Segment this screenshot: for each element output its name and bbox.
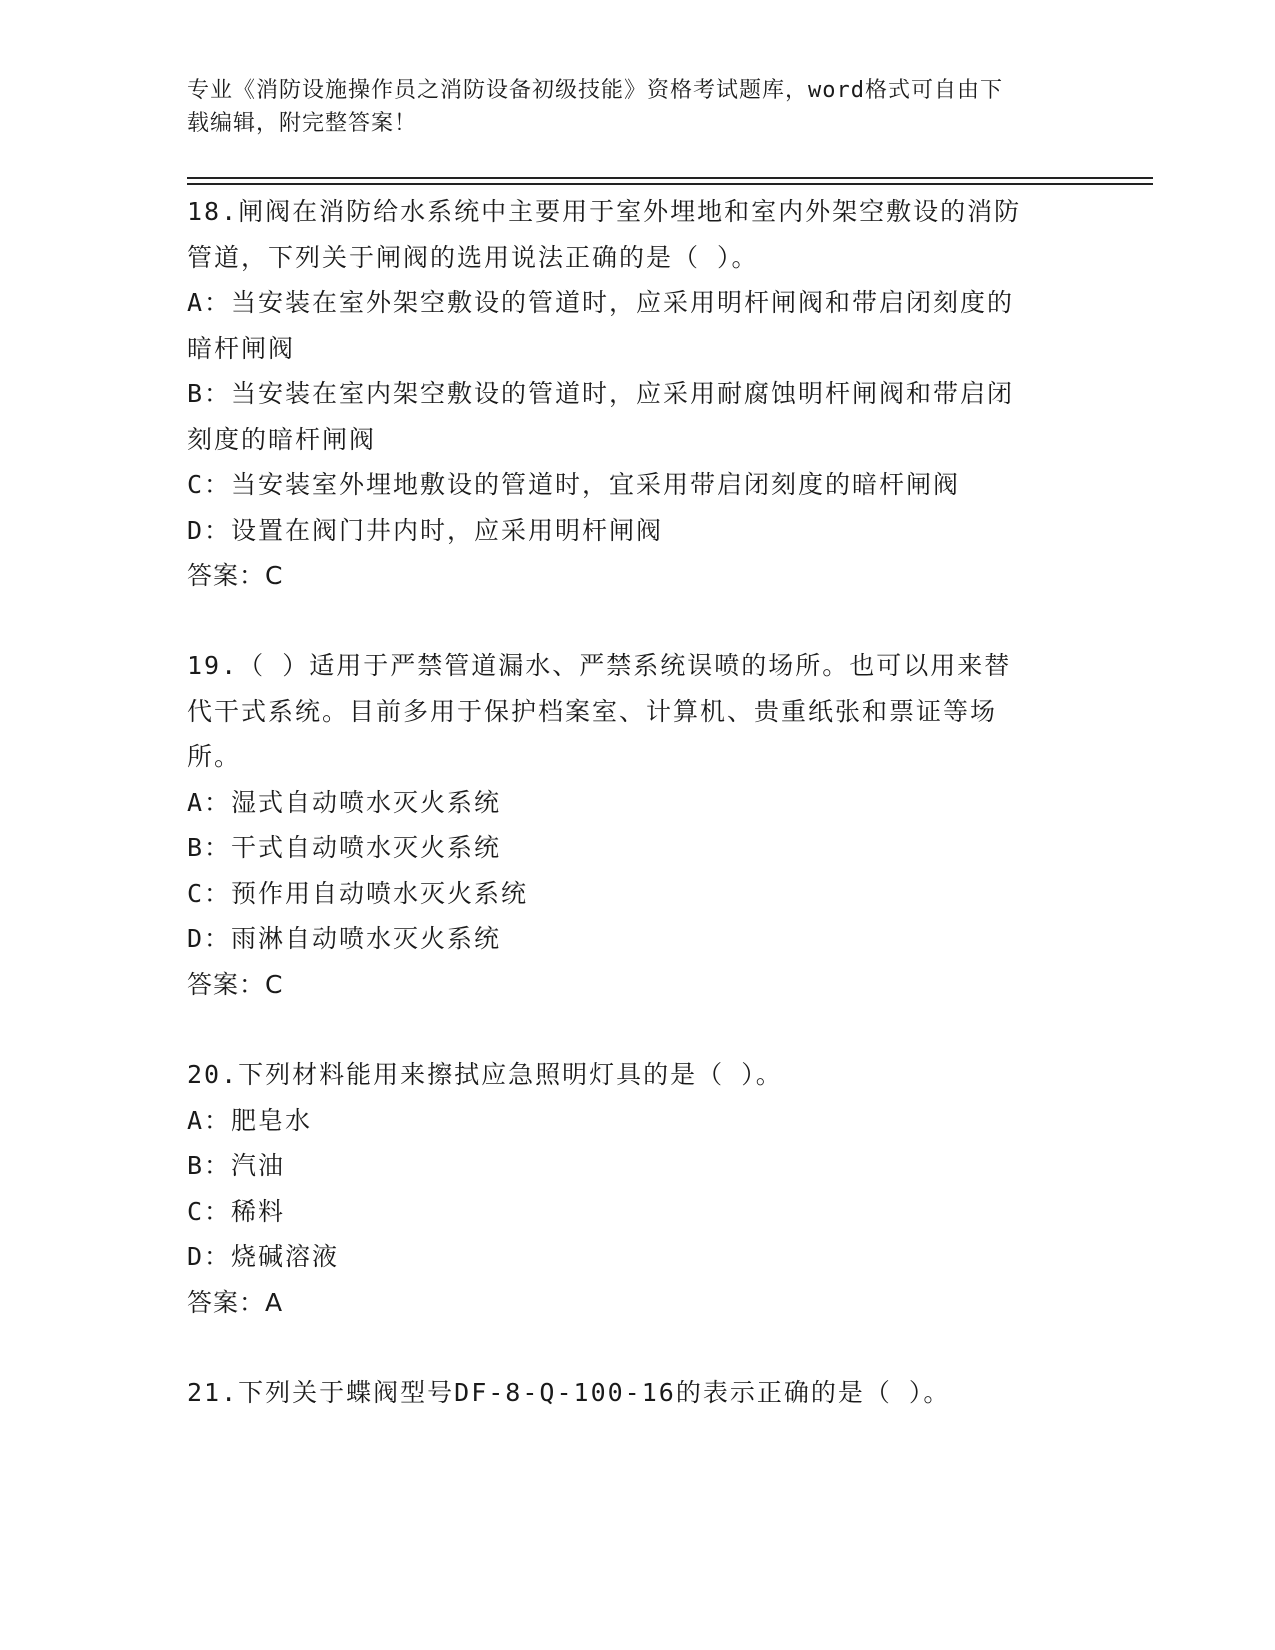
header-divider-bottom	[187, 183, 1153, 185]
option-c-line: C：预作用自动喷水灭火系统	[187, 878, 529, 908]
question-18	[187, 189, 1087, 599]
question-stem-line: 18.闸阀在消防给水系统中主要用于室外埋地和室内外架空敷设的消防	[187, 197, 1022, 226]
answer-text: 答案：C	[187, 561, 284, 590]
question-stem-line: 19.（ ）适用于严禁管道漏水、严禁系统误喷的场所。也可以用来替	[187, 651, 1012, 680]
document-header	[187, 74, 1087, 140]
option-b-line: B：汽油	[187, 1151, 286, 1180]
option-b-line: 刻度的暗杆闸阀	[187, 424, 377, 454]
option-c-line: C：当安装室外埋地敷设的管道时，宜采用带启闭刻度的暗杆闸阀	[187, 470, 961, 499]
question-stem-line: 20.下列材料能用来擦拭应急照明灯具的是（ ）。	[187, 1060, 783, 1089]
option-a-line: A：湿式自动喷水灭火系统	[187, 787, 502, 817]
question-21	[187, 1370, 1087, 1416]
option-b-line: B：干式自动喷水灭火系统	[187, 833, 502, 862]
option-d-line: D：烧碱溶液	[187, 1242, 340, 1271]
header-line-2: 载编辑，附完整答案！	[187, 111, 418, 136]
header-divider-top	[187, 177, 1153, 179]
header-line-1: 专业《消防设施操作员之消防设备初级技能》资格考试题库，word格式可自由下	[187, 78, 1003, 103]
option-d-line: D：设置在阀门井内时，应采用明杆闸阀	[187, 515, 664, 545]
question-20	[187, 1052, 1087, 1325]
option-c-line: C：稀料	[187, 1196, 286, 1226]
question-19	[187, 643, 1087, 1007]
option-b-line: B：当安装在室内架空敷设的管道时，应采用耐腐蚀明杆闸阀和带启闭	[187, 379, 1015, 408]
question-stem-line: 管道，下列关于闸阀的选用说法正确的是（ ）。	[187, 242, 759, 272]
question-stem-line: 所。	[187, 742, 242, 771]
option-a-line: A：当安装在室外架空敷设的管道时，应采用明杆闸阀和带启闭刻度的	[187, 288, 1015, 317]
option-a-line: 暗杆闸阀	[187, 333, 296, 363]
question-stem-line: 21.下列关于蝶阀型号DF-8-Q-100-16的表示正确的是（ ）。	[187, 1378, 951, 1407]
option-d-line: D：雨淋自动喷水灭火系统	[187, 924, 502, 953]
answer-text: 答案：C	[187, 969, 284, 999]
option-a-line: A：肥皂水	[187, 1105, 313, 1135]
question-stem-line: 代干式系统。目前多用于保护档案室、计算机、贵重纸张和票证等场	[187, 696, 998, 726]
answer-text: 答案：A	[187, 1287, 284, 1317]
